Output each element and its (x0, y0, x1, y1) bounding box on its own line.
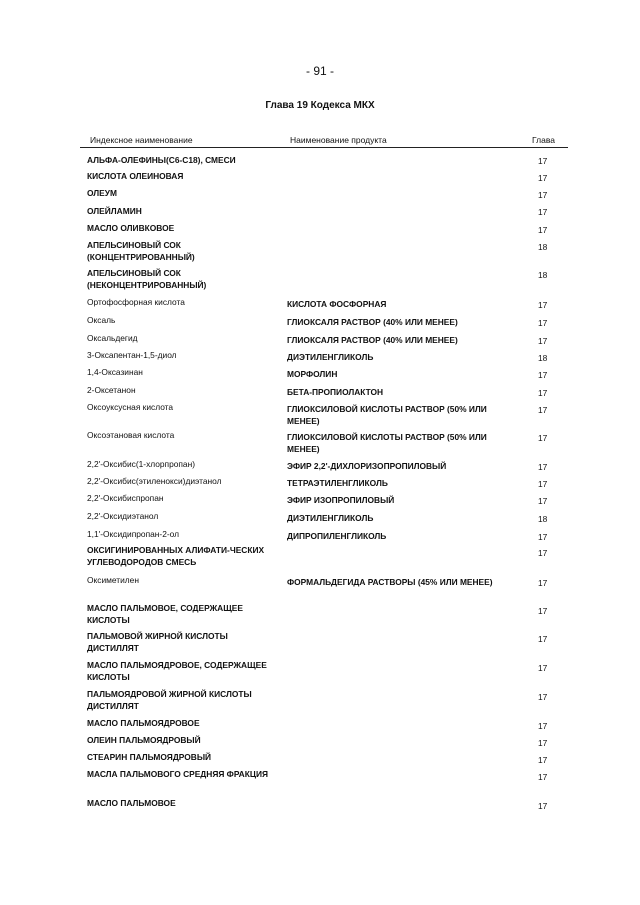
chapter-cell: 17 (538, 388, 548, 398)
index-name-cell: АПЕЛЬСИНОВЫЙ СОК (НЕКОНЦЕНТРИРОВАННЫЙ) (87, 268, 207, 290)
column-header-index-name: Индексное наименование (90, 135, 193, 145)
index-name-cell: МАСЛА ПАЛЬМОВОГО СРЕДНЯЯ ФРАКЦИЯ (87, 769, 269, 779)
chapter-cell: 18 (538, 514, 548, 524)
column-header-product-name: Наименование продукта (290, 135, 387, 145)
index-name-cell: 2,2'-Оксибис(этиленокси)диэтанол (87, 476, 222, 486)
chapter-cell: 17 (538, 634, 548, 644)
index-name-cell: 2,2'-Оксидиэтанол (87, 511, 159, 521)
chapter-cell: 17 (538, 300, 548, 310)
chapter-cell: 17 (538, 532, 548, 542)
index-name-cell: 2-Оксетанон (87, 385, 136, 395)
index-name-cell: Оксаль (87, 315, 116, 325)
chapter-cell: 17 (538, 606, 548, 616)
index-name-cell: МАСЛО ПАЛЬМОЯДРОВОЕ (87, 718, 200, 728)
index-name-cell: СТЕАРИН ПАЛЬМОЯДРОВЫЙ (87, 752, 212, 762)
product-name-cell: ГЛИОКСАЛЯ РАСТВОР (40% ИЛИ МЕНЕЕ) (287, 317, 458, 327)
product-name-cell: ДИЭТИЛЕНГЛИКОЛЬ (287, 352, 374, 362)
chapter-cell: 17 (538, 462, 548, 472)
product-name-cell: ГЛИОКСИЛОВОЙ КИСЛОТЫ РАСТВОР (50% ИЛИ МЕНЕЕ) (287, 432, 487, 454)
chapter-cell: 17 (538, 225, 548, 235)
index-name-cell: ОЛЕЙЛАМИН (87, 206, 142, 216)
product-name-cell: ЭФИР ИЗОПРОПИЛОВЫЙ (287, 495, 395, 505)
chapter-cell: 17 (538, 496, 548, 506)
chapter-cell: 17 (538, 692, 548, 702)
index-name-cell: АЛЬФА-ОЛЕФИНЫ(C6-C18), СМЕСИ (87, 155, 236, 165)
index-name-cell: 1,1'-Оксидипропан-2-ол (87, 529, 179, 539)
index-name-cell: ПАЛЬМОЯДРОВОЙ ЖИРНОЙ КИСЛОТЫ ДИСТИЛЛЯТ (87, 689, 252, 711)
index-name-cell: Ортофосфорная кислота (87, 297, 185, 307)
index-name-cell: ОЛЕУМ (87, 188, 117, 198)
index-name-cell: КИСЛОТА ОЛЕИНОВАЯ (87, 171, 184, 181)
index-name-cell: МАСЛО ПАЛЬМОВОЕ, СОДЕРЖАЩЕЕ КИСЛОТЫ (87, 603, 243, 625)
product-name-cell: ФОРМАЛЬДЕГИДА РАСТВОРЫ (45% ИЛИ МЕНЕЕ) (287, 577, 493, 587)
index-name-cell: 1,4-Оксазинан (87, 367, 143, 377)
index-name-cell: Оксальдегид (87, 333, 138, 343)
product-name-cell: ГЛИОКСАЛЯ РАСТВОР (40% ИЛИ МЕНЕЕ) (287, 335, 458, 345)
chapter-cell: 17 (538, 663, 548, 673)
index-name-cell: ОКСИГИНИРОВАННЫХ АЛИФАТИ-ЧЕСКИХ УГЛЕВОДОРОДОВ СМЕСЬ (87, 545, 265, 567)
chapter-cell: 17 (538, 721, 548, 731)
product-name-cell: ДИЭТИЛЕНГЛИКОЛЬ (287, 513, 374, 523)
chapter-cell: 17 (538, 738, 548, 748)
product-name-cell: ГЛИОКСИЛОВОЙ КИСЛОТЫ РАСТВОР (50% ИЛИ МЕНЕЕ) (287, 404, 487, 426)
product-name-cell: ТЕТРАЭТИЛЕНГЛИКОЛЬ (287, 478, 388, 488)
chapter-cell: 18 (538, 242, 548, 252)
page-title: Глава 19 Кодекса МКХ (265, 100, 375, 111)
chapter-cell: 17 (538, 801, 548, 811)
chapter-cell: 17 (538, 772, 548, 782)
index-name-cell: Оксоэтановая кислота (87, 430, 175, 440)
product-name-cell: МОРФОЛИН (287, 369, 338, 379)
chapter-cell: 17 (538, 755, 548, 765)
product-name-cell: КИСЛОТА ФОСФОРНАЯ (287, 299, 387, 309)
chapter-cell: 17 (538, 370, 548, 380)
chapter-cell: 17 (538, 156, 548, 166)
index-name-cell: ОЛЕИН ПАЛЬМОЯДРОВЫЙ (87, 735, 201, 745)
table-header (80, 131, 568, 148)
chapter-cell: 17 (538, 173, 548, 183)
chapter-cell: 17 (538, 578, 548, 588)
chapter-cell: 17 (538, 405, 548, 415)
chapter-cell: 17 (538, 318, 548, 328)
chapter-cell: 18 (538, 270, 548, 280)
index-name-cell: Оксоуксусная кислота (87, 402, 174, 412)
index-name-cell: ПАЛЬМОВОЙ ЖИРНОЙ КИСЛОТЫ ДИСТИЛЛЯТ (87, 631, 228, 653)
chapter-cell: 17 (538, 190, 548, 200)
chapter-cell: 17 (538, 336, 548, 346)
product-name-cell: ЭФИР 2,2'-ДИХЛОРИЗОПРОПИЛОВЫЙ (287, 461, 447, 471)
index-name-cell: 2,2'-Оксибиспропан (87, 493, 164, 503)
chapter-cell: 18 (538, 353, 548, 363)
index-name-cell: МАСЛО ПАЛЬМОВОЕ (87, 798, 176, 808)
index-name-cell: 2,2'-Оксибис(1-хлорпропан) (87, 459, 196, 469)
chapter-cell: 17 (538, 207, 548, 217)
chapter-cell: 17 (538, 433, 548, 443)
column-header-chapter: Глава (532, 135, 555, 145)
index-name-cell: АПЕЛЬСИНОВЫЙ СОК (КОНЦЕНТРИРОВАННЫЙ) (87, 240, 195, 262)
chapter-cell: 17 (538, 479, 548, 489)
index-name-cell: 3-Оксапентан-1,5-диол (87, 350, 177, 360)
chapter-cell: 17 (538, 548, 548, 558)
product-name-cell: ДИПРОПИЛЕНГЛИКОЛЬ (287, 531, 387, 541)
index-name-cell: Оксиметилен (87, 575, 139, 585)
product-name-cell: БЕТА-ПРОПИОЛАКТОН (287, 387, 384, 397)
index-name-cell: МАСЛО ОЛИВКОВОЕ (87, 223, 175, 233)
index-name-cell: МАСЛО ПАЛЬМОЯДРОВОЕ, СОДЕРЖАЩЕЕ КИСЛОТЫ (87, 660, 267, 682)
page-number: - 91 - (305, 64, 334, 78)
